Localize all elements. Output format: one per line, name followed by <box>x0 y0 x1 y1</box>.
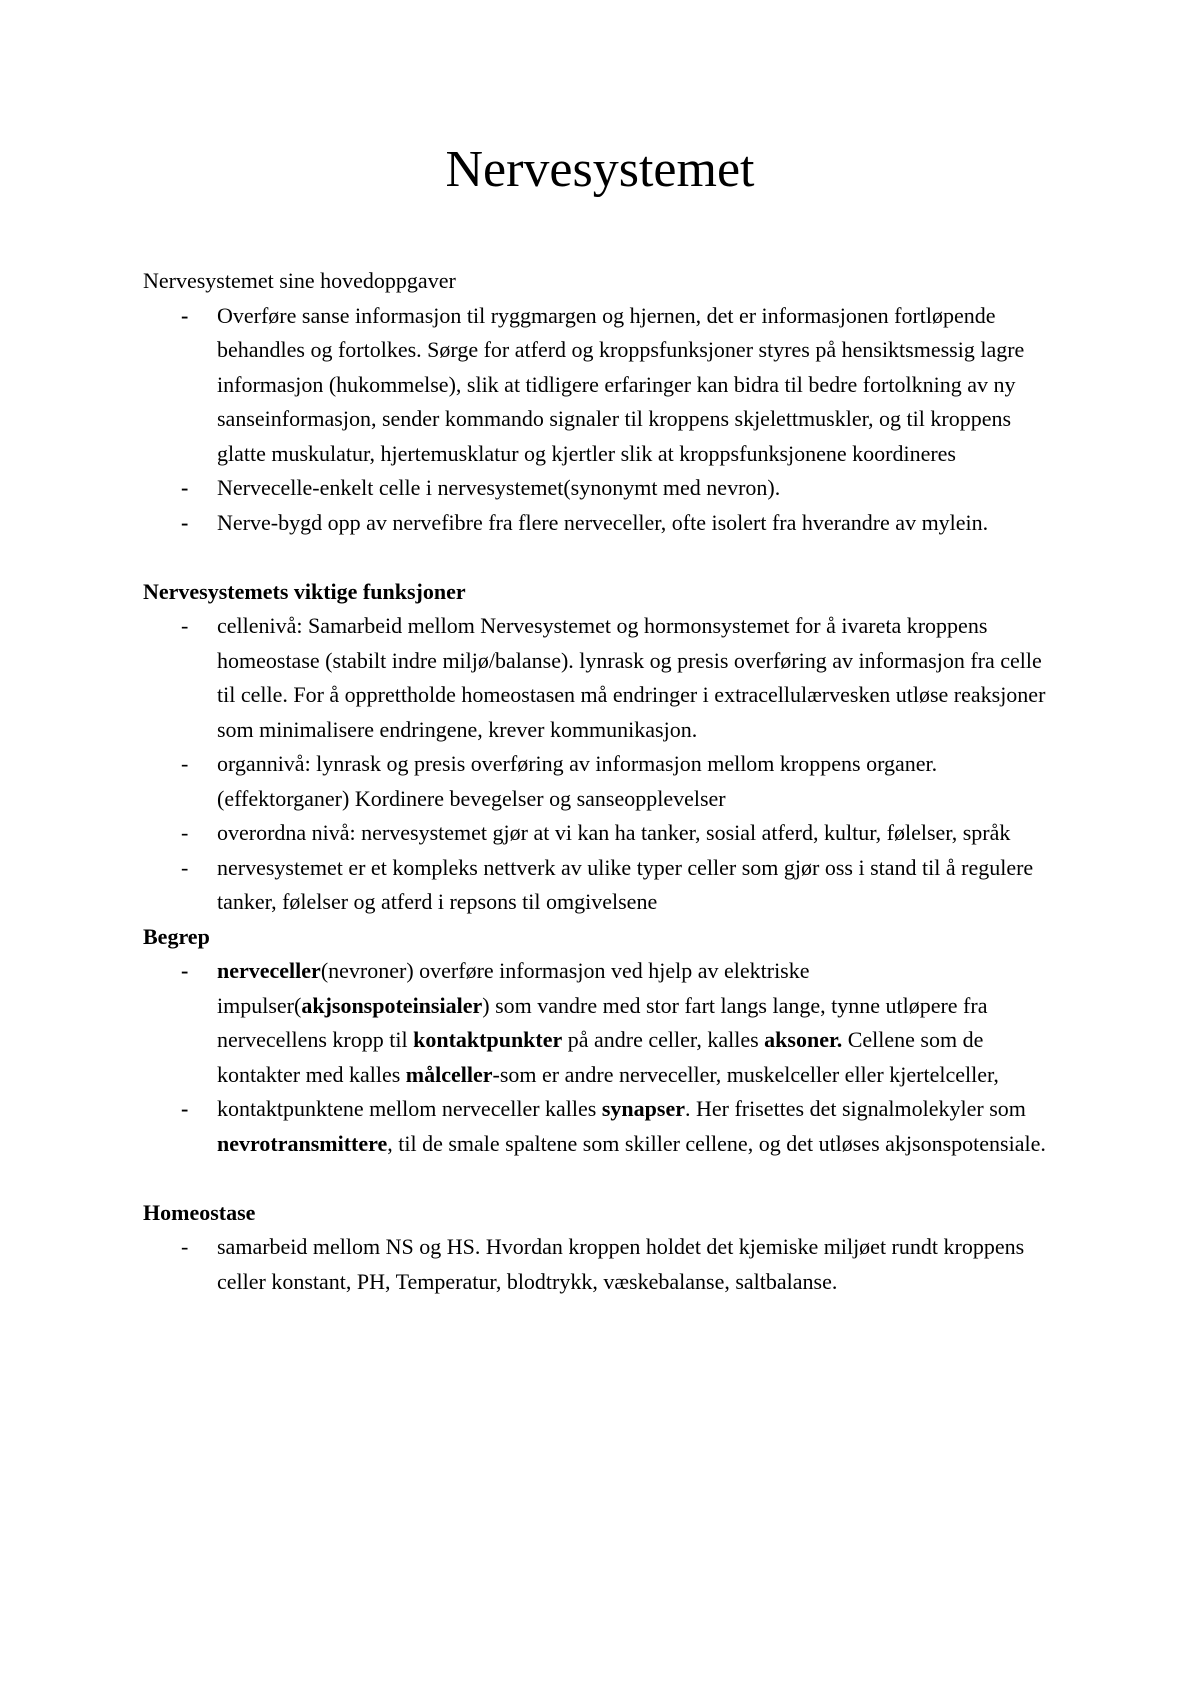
list-item <box>217 609 1063 747</box>
bullet-list <box>143 299 1063 541</box>
page-title: Nervesystemet <box>445 141 755 198</box>
list-item <box>217 954 1063 1092</box>
text-run: overordna nivå: nervesystemet gjør at vi kan ha tanker, sosial atferd, kultur, følelser, språk <box>217 820 1011 845</box>
term-synapser: synapser <box>601 1096 685 1121</box>
text-run: samarbeid mellom NS og HS. Hvordan kroppen holdet det kjemiske miljøet rundt kroppens celler konstant, PH, Temperatur, blodtrykk, væskebalanse, saltbalanse. <box>217 1234 1025 1294</box>
section-heading: Nervesystemet sine hovedoppgaver <box>143 268 456 293</box>
section-funksjoner <box>143 575 1063 920</box>
text-run: Overføre sanse informasjon til ryggmargen og hjernen, det er informasjonen fortløpende behandles og fortolkes. Sørge for atferd og kroppsfunksjoner styres på hensiktsmessig lagre informasjon (hukommelse), slik at tidligere erfaringer kan bidra til bedre fortolkning av ny sanseinformasjon, sender kommando signaler til kroppens skjelettmuskler, og til kroppens glatte muskulatur, hjertemusklatur og kjertler slik at kroppsfunksjonene koordineres <box>217 302 1025 466</box>
list-item <box>217 299 1063 472</box>
list-item <box>217 506 1063 541</box>
bullet-list <box>143 1230 1063 1299</box>
section-heading: Begrep <box>143 923 210 949</box>
list-item <box>217 816 1063 851</box>
term-nevrotransmittere: nevrotransmittere <box>217 1130 388 1156</box>
spacer <box>143 1161 1063 1196</box>
list-item <box>217 471 1063 506</box>
text-run: nervesystemet er et kompleks nettverk av ulike typer celler som gjør oss i stand til å regulere tanker, følelser og atferd i repsons til omgivelsene <box>217 854 1034 914</box>
text-run: Cellene som de kontakter med kalles <box>217 1027 984 1087</box>
text-run: cellenivå: Samarbeid mellom Nervesystemet og hormonsystemet for å ivareta kroppens homeostase (stabilt indre miljø/balanse). lynrask og presis overføring av informasjon fra celle til celle. For å opprettholde homeostasen må endringer i extracellulærvesken utløse reaksjoner som minimalisere endringene, krever kommunikasjon. <box>217 613 1046 742</box>
term-malceller: målceller <box>405 1061 493 1087</box>
term-aksoner: aksoner. <box>764 1027 843 1052</box>
text-run: Nervecelle-enkelt celle i nervesystemet(synonymt med nevron). <box>217 475 781 500</box>
text-run: -som er andre nerveceller, muskelceller eller kjertelceller, <box>492 1061 999 1087</box>
text-run: Nerve-bygd opp av nervefibre fra flere nerveceller, ofte isolert fra hverandre av mylein. <box>217 509 989 535</box>
text-run: . Her frisettes det signalmolekyler som <box>685 1096 1026 1121</box>
list-item <box>217 747 1063 816</box>
bullet-list <box>143 609 1063 920</box>
text-run: , til de smale spaltene som skiller cellene, og det utløses akjsonspotensiale. <box>387 1130 1046 1156</box>
text-run: (nevroner) overføre informasjon ved hjelp av elektriske impulser( <box>217 958 810 1018</box>
text-run: ) som vandre med stor fart langs lange, tynne utløpere fra nervecellens kropp til <box>217 992 988 1052</box>
list-item <box>217 1092 1063 1161</box>
section-homeostase <box>143 1196 1063 1300</box>
text-run: kontaktpunktene mellom nerveceller kalles <box>217 1096 602 1121</box>
bullet-list <box>143 954 1063 1161</box>
section-heading: Homeostase <box>143 1199 256 1225</box>
spacer <box>143 540 1063 575</box>
document-body <box>143 264 1063 1299</box>
term-akjsonspoteinsialer: akjsonspoteinsialer <box>301 992 483 1018</box>
text-run: organnivå: lynrask og presis overføring av informasjon mellom kroppens organer.(effektorganer) Kordinere bevegelser og sanseopplevelser <box>217 751 938 811</box>
term-kontaktpunkter: kontaktpunkter <box>413 1027 563 1052</box>
section-begrep <box>143 920 1063 1162</box>
text-run: på andre celler, kalles <box>562 1027 765 1052</box>
section-hovedoppgaver <box>143 264 1063 540</box>
list-item <box>217 1230 1063 1299</box>
section-heading: Nervesystemets viktige funksjoner <box>143 578 466 604</box>
term-nerveceller: nerveceller <box>217 958 321 983</box>
list-item <box>217 851 1063 920</box>
